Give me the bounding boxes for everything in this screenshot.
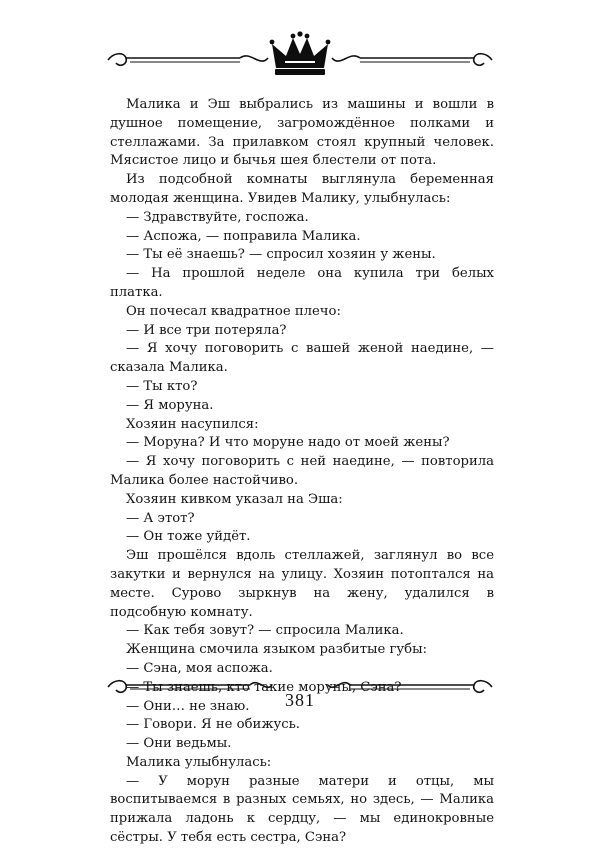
paragraph: — Как тебя зовут? — спросила Малика. <box>126 623 404 639</box>
paragraph: — Они… не знаю. <box>126 698 250 714</box>
text-body <box>110 96 494 848</box>
paragraph: Малика улыбнулась: <box>126 754 272 770</box>
paragraph: — Они ведьмы. <box>126 736 232 752</box>
paragraph: — На прошлой неделе она купила три белых платка. <box>110 266 494 300</box>
paragraph: Хозяин кивком указал на Эша: <box>126 491 343 507</box>
paragraph: — А этот? <box>126 510 195 526</box>
paragraph: — Я хочу поговорить с ней наедине, — повторила Малика более настойчиво. <box>110 454 494 488</box>
crown-icon <box>270 31 331 75</box>
paragraph: — Аспожа, — поправила Малика. <box>126 228 361 244</box>
paragraph: Эш прошёлся вдоль стеллажей, заглянул во все закутки и вернулся на улицу. Хозяин потоптался на месте. Сурово зыркнув на жену, удалился в подсобную комнату. <box>110 548 494 620</box>
paragraph: Малика и Эш выбрались из машины и вошли в душное помещение, загромождённое полками и стеллажами. За прилавком стоял крупный человек. Мясистое лицо и бычья шея блестели от пота. <box>110 97 494 169</box>
paragraph: — Здравствуйте, госпожа. <box>126 209 309 225</box>
paragraph: Он почесал квадратное плечо: <box>126 303 341 319</box>
paragraph: — И все три потеряла? <box>126 322 287 338</box>
paragraph: — Он тоже уйдёт. <box>126 529 251 545</box>
paragraph: Из подсобной комнаты выглянула беременная молодая женщина. Увидев Малику, улыбнулась: <box>110 172 494 206</box>
paragraph: — Ты кто? <box>126 378 198 394</box>
page-number: 381 <box>285 690 315 710</box>
paragraph: — Моруна? И что моруне надо от моей жены? <box>126 435 450 451</box>
top-crown-ornament <box>100 28 500 88</box>
paragraph: — Я хочу поговорить с вашей женой наедине, — сказала Малика. <box>110 341 494 376</box>
paragraph: — Сэна, моя аспожа. <box>126 660 273 676</box>
paragraph: — У морун разные матери и отцы, мы воспитываемся в разных семьях, но здесь, — Малика прижала ладонь к сердцу, — мы единокровные сёстры. У тебя есть сестра, Сэна? <box>110 773 494 846</box>
paragraph: — Говори. Я не обижусь. <box>126 717 300 733</box>
paragraph: Женщина смочила языком разбитые губы: <box>126 642 428 658</box>
paragraph: — Ты её знаешь? — спросил хозяин у жены. <box>126 247 436 263</box>
paragraph: — Я моруна. <box>126 397 214 413</box>
paragraph: Хозяин насупился: <box>126 416 259 432</box>
paragraph: — Ты знаешь, кто такие моруны, Сэна? <box>126 679 402 695</box>
